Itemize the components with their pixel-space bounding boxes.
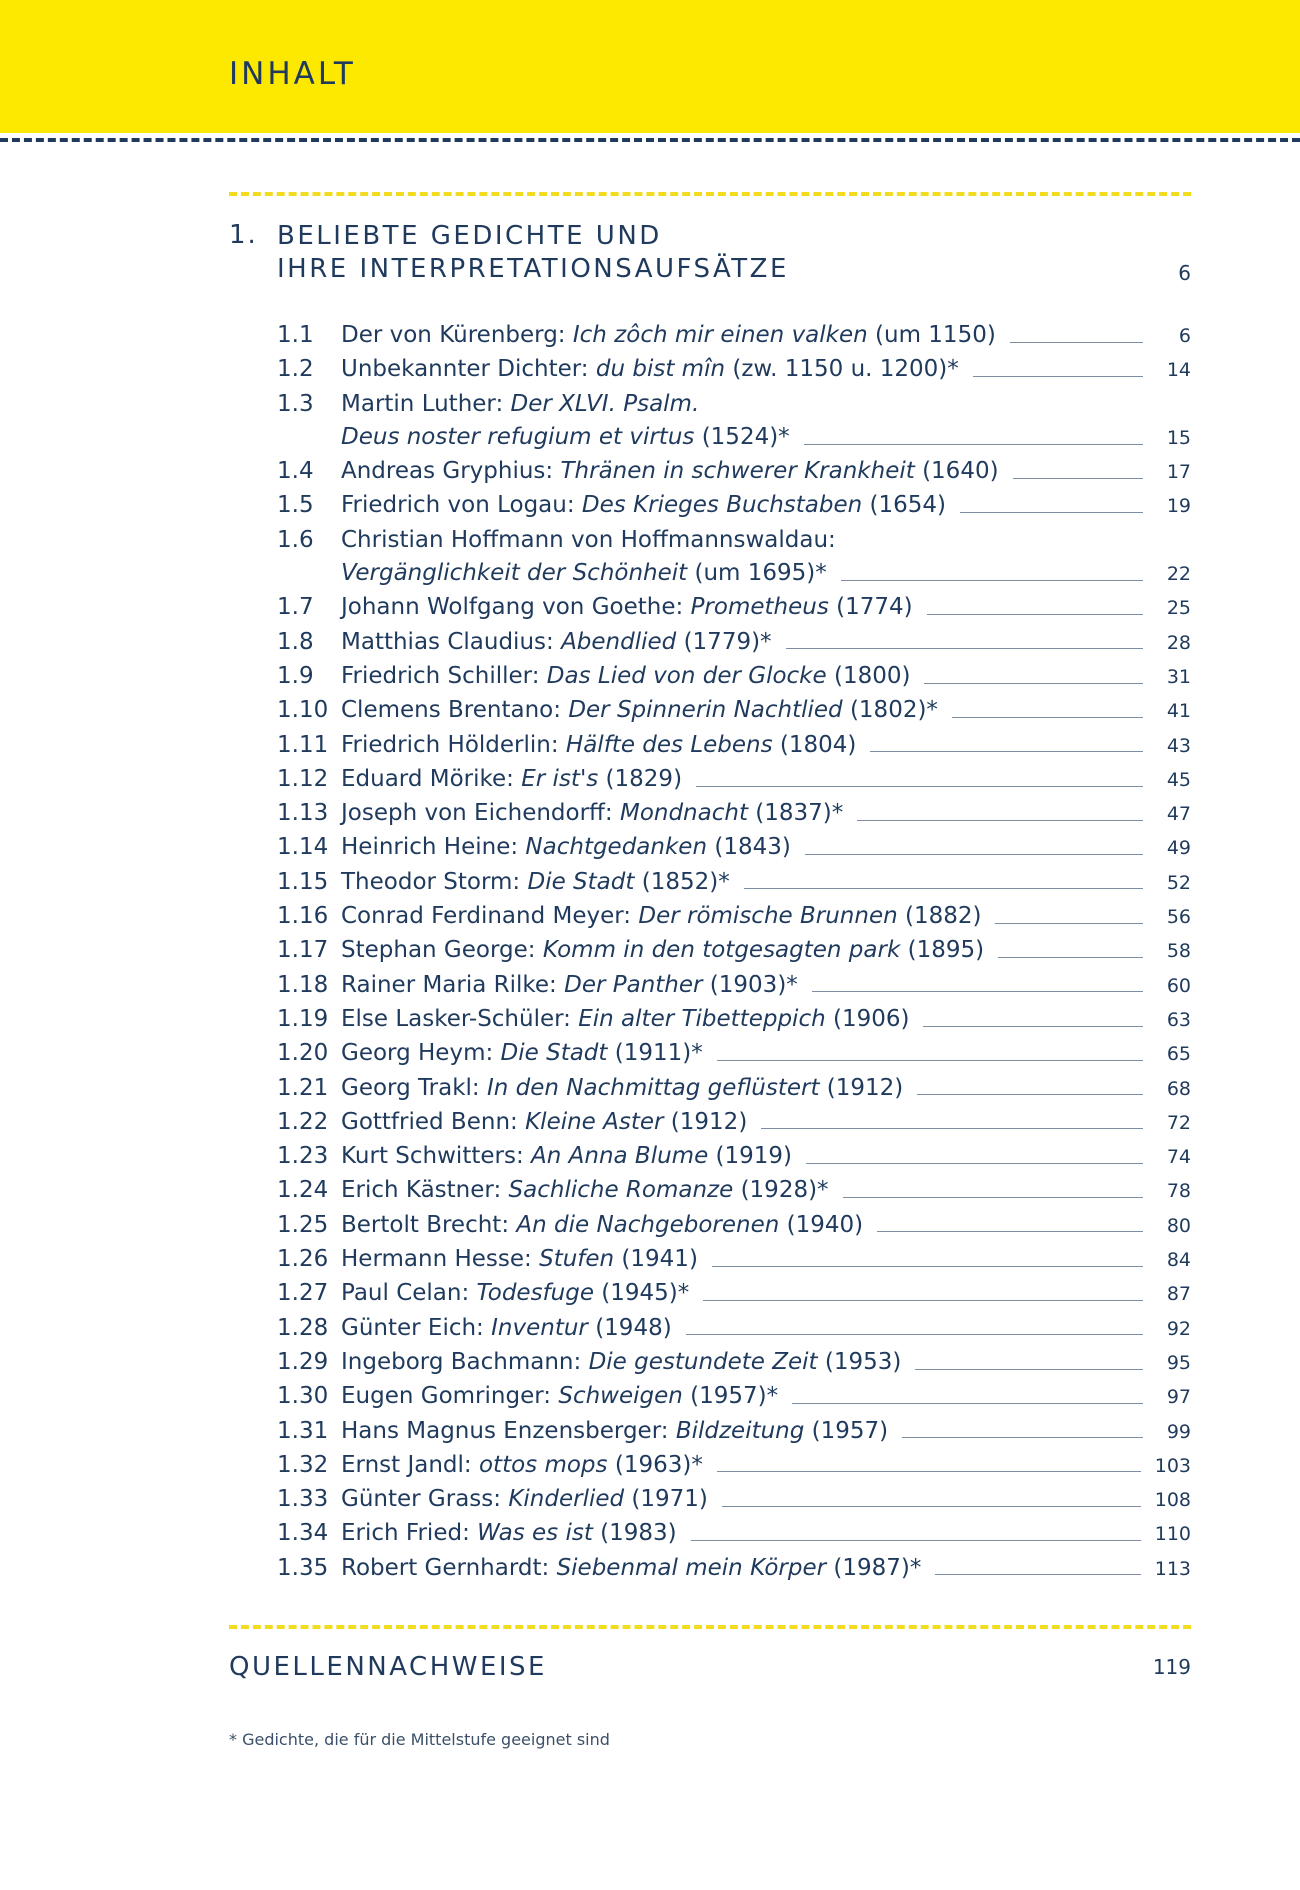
poem-title: Bildzeitung [675,1417,805,1444]
toc-entry-number: 1.8 [277,628,314,655]
toc-page-number: 25 [1166,597,1191,620]
toc-page-number: 52 [1166,871,1191,894]
toc-entry-title [341,1174,829,1207]
toc-text: (1804) [772,731,857,758]
toc-text: (1906) [825,1005,910,1032]
toc-text: (um 1150) [867,322,996,348]
toc-text: (1882) [897,903,982,930]
toc-entry-number: 1.35 [277,1554,329,1581]
dot-leader [744,888,1143,889]
toc-page-number: 58 [1166,940,1191,963]
toc-entry-number: 1.23 [277,1143,329,1170]
toc-text: Friedrich Schiller: [341,662,547,689]
toc-text: (1945)* [593,1280,690,1307]
toc-entry[interactable] [277,900,1191,934]
toc-page-number: 41 [1166,700,1191,723]
dot-leader [924,683,1143,684]
toc-text: (1941) [614,1246,698,1273]
toc-entry[interactable] [277,388,1191,456]
toc-text: Else Lasker-Schüler: [341,1005,579,1032]
toc-entry-number: 1.15 [277,868,329,895]
dot-leader [806,1163,1143,1164]
toc-entry-title [341,524,836,557]
toc-entry-number: 1.19 [277,1005,329,1032]
poem-title: Die Stadt [500,1040,608,1067]
toc-page-number: 97 [1166,1386,1191,1409]
poem-title: Die Stadt [527,868,635,895]
toc-entry[interactable] [277,729,1191,763]
toc-entry-number: 1.17 [277,937,329,964]
toc-entry-number: 1.25 [277,1211,329,1238]
toc-text: Der von Kürenberg: [341,322,573,348]
toc-page-number: 22 [1166,563,1191,586]
toc-entry-title [341,421,790,454]
toc-entry[interactable] [277,319,1191,353]
toc-entry-title [341,729,856,762]
toc-text: Friedrich von Logau: [341,492,582,519]
toc-entry[interactable] [277,1106,1191,1140]
toc-text: Georg Heym: [341,1040,501,1067]
toc-text: (1911)* [607,1040,703,1067]
toc-page-number: 19 [1166,495,1191,518]
dot-leader [917,1094,1143,1095]
toc-entry-title [341,1243,698,1276]
toc-entry[interactable] [277,934,1191,968]
footnote: * Gedichte, die für die Mittelstufe geeignet sind [229,1730,610,1749]
toc-text: Ingeborg Bachmann: [341,1348,589,1375]
poem-title: Die gestundete Zeit [588,1348,818,1375]
poem-title: Deus noster refugium et virtus [341,423,695,450]
toc-page-number: 74 [1166,1146,1191,1169]
toc-entry-number: 1.31 [277,1417,329,1444]
toc-text: (1912) [819,1074,904,1101]
dot-leader [812,991,1143,992]
poem-title: du bist mîn [595,356,726,383]
toc-entry-number: 1.2 [277,356,314,383]
toc-entry[interactable] [277,591,1191,625]
toc-entry[interactable] [277,1037,1191,1071]
poem-title: Kinderlied [508,1486,625,1513]
toc-page-number: 14 [1166,359,1191,382]
poem-title: Kleine Aster [525,1108,664,1135]
section-page-number: 6 [1178,261,1191,285]
toc-text: Gottfried Benn: [341,1108,526,1135]
toc-entry-number: 1.7 [277,594,314,621]
toc-entry[interactable] [277,866,1191,900]
toc-page-number: 84 [1166,1249,1191,1272]
toc-entry-title [341,626,772,659]
toc-entry-number: 1.24 [277,1177,329,1204]
toc-entry-title [341,1037,703,1070]
toc-text: Theodor Storm: [341,868,528,895]
toc-page-number: 56 [1166,906,1191,929]
toc-entry-number: 1.1 [277,322,314,348]
toc-text: (1837)* [747,800,844,827]
quellennachweise-entry[interactable] [229,1652,1191,1682]
section-number: 1. [229,220,258,250]
toc-entry-number: 1.11 [277,731,329,758]
toc-page-number: 110 [1154,1523,1191,1546]
toc-text: (1895) [900,937,985,964]
toc-text: (um 1695)* [687,560,827,587]
toc-text: (1983) [592,1520,677,1547]
dot-leader [804,444,1143,445]
toc-text: (1919) [708,1143,793,1170]
toc-entry-title [341,1106,747,1139]
toc-entry[interactable] [277,1140,1191,1174]
toc-page-number: 113 [1154,1557,1191,1580]
poem-title: Komm in den totgesagten park [542,937,901,964]
poem-title: Thränen in schwerer Krankheit [560,458,915,485]
toc-page-number: 68 [1166,1077,1191,1100]
dot-leader [915,1369,1143,1370]
toc-entry-title [341,831,791,864]
section-title-line: IHRE INTERPRETATIONSAUFSÄTZE [277,254,789,284]
toc-entry-title [341,1209,863,1242]
toc-entry[interactable] [277,353,1191,387]
toc-entry-number: 1.28 [277,1314,329,1341]
toc-page-number: 15 [1166,426,1191,449]
toc-entry-title [341,763,682,796]
toc-entry-number: 1.6 [277,526,314,553]
toc-entry[interactable] [277,1483,1191,1517]
toc-entry-title [341,455,999,488]
poem-title: Mondnacht [619,800,748,827]
header-dashed-divider [0,138,1300,142]
toc-entry[interactable] [277,797,1191,831]
toc-entry-title [341,591,913,624]
toc-page-number: 6 [1178,325,1191,347]
dot-leader [1010,342,1143,343]
toc-text: Ernst Jandl: [341,1451,479,1478]
toc-entry[interactable] [277,524,1191,592]
toc-entry[interactable] [277,1072,1191,1106]
toc-entry[interactable] [277,1174,1191,1208]
toc-text: Friedrich Hölderlin: [341,731,566,758]
toc-text: Clemens Brentano: [341,697,569,724]
toc-entry-number: 1.20 [277,1040,329,1067]
toc-text: (1654) [862,492,946,519]
toc-entry-number: 1.27 [277,1280,329,1307]
toc-text: Kurt Schwitters: [341,1143,532,1170]
toc-entry-title [341,1380,778,1413]
toc-text: Erich Kästner: [341,1177,509,1204]
toc-entry[interactable] [277,694,1191,728]
toc-text: Hans Magnus Enzensberger: [341,1417,676,1444]
toc-text: (1912) [663,1108,748,1135]
toc-text: Hermann Hesse: [341,1246,540,1273]
section-title-line: BELIEBTE GEDICHTE UND [277,221,662,251]
toc-text: (1524)* [694,423,790,450]
toc-page-number: 65 [1166,1043,1191,1066]
toc-entry-number: 1.30 [277,1383,329,1410]
toc-page-number: 95 [1166,1351,1191,1374]
toc-text: Christian Hoffmann von Hoffmannswaldau: [341,526,836,553]
toc-entry-number: 1.22 [277,1108,329,1135]
section-title [277,220,789,286]
dot-leader [717,1060,1143,1061]
toc-entry-number: 1.4 [277,458,314,485]
toc-entry[interactable] [277,1312,1191,1346]
toc-entry-title [341,1517,677,1550]
toc-page-number: 49 [1166,837,1191,860]
toc-text: (1948) [587,1314,672,1341]
poem-title: Der Panther [564,971,703,998]
toc-text: Erich Fried: [341,1520,478,1547]
toc-entry-title [341,1312,672,1345]
toc-entry[interactable] [277,1243,1191,1277]
toc-text: (1957)* [682,1383,779,1410]
toc-page-number: 45 [1166,768,1191,791]
toc-text: (zw. 1150 u. 1200)* [725,356,959,383]
toc-text: (1928)* [733,1177,829,1204]
poem-title: Vergänglichkeit der Schönheit [341,560,688,587]
toc-page-number: 43 [1166,734,1191,757]
dot-leader [927,614,1143,615]
toc-page-number: 31 [1166,665,1191,688]
dot-leader [998,957,1143,958]
dot-leader [686,1334,1143,1335]
toc-text: (1940) [779,1211,864,1238]
toc-entry-title [341,1003,909,1036]
toc-entry[interactable] [277,1449,1191,1483]
poem-title: Er ist's [521,765,599,792]
poem-title: Abendlied [561,628,677,655]
poem-title: Der Spinnerin Nachtlied [568,697,843,724]
toc-entry[interactable] [277,831,1191,865]
toc-page-number: 99 [1166,1420,1191,1443]
toc-text: (1779)* [676,628,772,655]
toc-entry-title [341,694,938,727]
toc-entry[interactable] [277,626,1191,660]
toc-entry-number: 1.14 [277,834,329,861]
toc-text: (1957) [804,1417,889,1444]
quellen-page-number: 119 [1152,1655,1191,1679]
dot-leader [761,1128,1143,1129]
toc-entry[interactable] [277,1003,1191,1037]
dot-leader [1013,478,1143,479]
toc-text: (1800) [826,662,911,689]
toc-entry-title [341,353,959,386]
toc-text: (1971) [624,1486,708,1513]
poem-title: Sachliche Romanze [508,1177,734,1204]
toc-entry-title [341,866,730,899]
dot-leader [960,512,1143,513]
poem-title: Der römische Brunnen [638,903,898,930]
dot-leader [923,1026,1143,1027]
dot-leader [792,1403,1143,1404]
poem-title: An Anna Blume [531,1143,709,1170]
toc-text: Unbekannter Dichter: [341,356,596,383]
toc-page-number: 108 [1154,1489,1191,1512]
toc-entry[interactable] [277,1517,1191,1551]
toc-text: (1987)* [826,1554,922,1581]
toc-text: Bertolt Brecht: [341,1211,517,1238]
poem-title: Das Lied von der Glocke [546,662,827,689]
toc-text: Stephan George: [341,937,543,964]
poem-title: Hälfte des Lebens [565,731,773,758]
dot-leader [722,1506,1141,1507]
poem-title: Ich zôch mir einen valken [572,322,868,348]
toc-entry-number: 1.18 [277,971,329,998]
toc-page-number: 80 [1166,1214,1191,1237]
toc-page-number: 87 [1166,1283,1191,1306]
toc-entry-title [341,1552,921,1585]
toc-text: Eugen Gomringer: [341,1383,559,1410]
toc-entry-title [341,1483,708,1516]
toc-entry[interactable] [277,1552,1191,1586]
toc-text: Matthias Claudius: [341,628,562,655]
section-top-divider [229,192,1191,196]
toc-entry-number: 1.33 [277,1486,329,1513]
toc-text: Heinrich Heine: [341,834,526,861]
toc-entry-number: 1.21 [277,1074,329,1101]
toc-entry[interactable] [277,489,1191,523]
toc-text: (1774) [828,594,913,621]
dot-leader [696,786,1143,787]
toc-text: Joseph von Eichendorff: [341,800,620,827]
toc-entry-title [341,797,843,830]
toc-entry[interactable] [277,1277,1191,1311]
toc-entry-title [341,1346,901,1379]
toc-text: Andreas Gryphius: [341,458,561,485]
toc-entry-number: 1.34 [277,1520,329,1547]
toc-entry[interactable] [277,1380,1191,1414]
toc-entry-number: 1.3 [277,390,314,417]
toc-entry-number: 1.12 [277,765,329,792]
dot-leader [857,820,1143,821]
toc-text: Paul Celan: [341,1280,477,1307]
dot-leader [877,1231,1143,1232]
table-of-contents [277,319,1191,1586]
toc-page-number: 78 [1166,1180,1191,1203]
toc-entry-title [341,1415,888,1448]
toc-entry-number: 1.32 [277,1451,329,1478]
toc-entry-number: 1.13 [277,800,329,827]
toc-text: (1903)* [702,971,798,998]
toc-text: Günter Eich: [341,1314,492,1341]
toc-entry-title [341,1277,689,1310]
toc-entry-number: 1.26 [277,1246,329,1273]
dot-leader [717,1471,1141,1472]
dot-leader [995,923,1143,924]
toc-entry[interactable] [277,969,1191,1003]
dot-leader [870,751,1143,752]
poem-title: Prometheus [690,594,829,621]
poem-title: Was es ist [477,1520,593,1547]
toc-page-number: 63 [1166,1008,1191,1031]
toc-text: Conrad Ferdinand Meyer: [341,903,639,930]
poem-title: Schweigen [558,1383,683,1410]
page-title: INHALT [229,56,356,92]
toc-text: Rainer Maria Rilke: [341,971,565,998]
toc-entry-number: 1.5 [277,492,314,519]
toc-page-number: 47 [1166,803,1191,826]
dot-leader [973,376,1143,377]
poem-title: An die Nachgeborenen [516,1211,780,1238]
dot-leader [712,1266,1143,1267]
poem-title: In den Nachmittag geflüstert [487,1074,820,1101]
dot-leader [786,648,1143,649]
dot-leader [841,580,1143,581]
toc-entry[interactable] [277,455,1191,489]
dot-leader [935,1574,1140,1575]
quellen-title: QUELLENNACHWEISE [229,1652,547,1682]
toc-entry-title [341,934,984,967]
dot-leader [691,1540,1141,1541]
toc-text: (1963)* [607,1451,703,1478]
toc-entry-title [341,489,946,522]
toc-page-number: 72 [1166,1111,1191,1134]
poem-title: Nachtgedanken [525,834,708,861]
toc-entry[interactable] [277,1209,1191,1243]
toc-text: Robert Gernhardt: [341,1554,557,1581]
dot-leader [805,854,1143,855]
toc-page-number: 28 [1166,631,1191,654]
toc-page-number: 17 [1166,461,1191,484]
toc-entry-title [341,1449,703,1482]
poem-title: Des Krieges Buchstaben [581,492,863,519]
poem-title: Todesfuge [476,1280,594,1307]
poem-title: Stufen [539,1246,615,1273]
toc-text: Eduard Mörike: [341,765,522,792]
dot-leader [952,717,1143,718]
toc-entry[interactable] [277,1346,1191,1380]
header-bar [0,0,1300,133]
toc-entry-number: 1.10 [277,697,329,724]
toc-entry-number: 1.9 [277,662,314,689]
toc-text: Georg Trakl: [341,1074,487,1101]
toc-text: (1953) [817,1348,902,1375]
dot-leader [703,1300,1143,1301]
toc-text: Günter Grass: [341,1486,509,1513]
toc-page-number: 60 [1166,974,1191,997]
toc-text: Johann Wolfgang von Goethe: [341,594,691,621]
toc-entry-number: 1.16 [277,903,329,930]
toc-entry-title [341,1072,903,1105]
toc-entry-title [341,1140,792,1173]
poem-title: Inventur [491,1314,588,1341]
toc-text: (1829) [598,765,683,792]
toc-text: (1852)* [634,868,730,895]
toc-entry[interactable] [277,660,1191,694]
toc-entry-title [341,900,981,933]
toc-entry-title [341,969,798,1002]
poem-title: Ein alter Tibetteppich [578,1005,826,1032]
toc-entry-title [341,557,827,590]
toc-text: Martin Luther: [341,390,511,417]
toc-text: (1843) [707,834,791,861]
poem-title: Siebenmal mein Körper [556,1554,827,1581]
toc-entry-title [341,660,910,693]
quellen-divider [229,1625,1191,1629]
toc-entry[interactable] [277,1415,1191,1449]
toc-text: (1802)* [842,697,938,724]
toc-page-number: 92 [1166,1317,1191,1340]
toc-text: (1640) [914,458,999,485]
poem-title: ottos mops [478,1451,608,1478]
poem-title: Der XLVI. Psalm. [510,390,700,417]
toc-page-number: 103 [1154,1454,1191,1477]
toc-entry-title [341,388,699,421]
toc-entry-number: 1.29 [277,1348,329,1375]
dot-leader [843,1197,1143,1198]
toc-entry[interactable] [277,763,1191,797]
dot-leader [902,1437,1143,1438]
toc-entry-title [341,319,996,352]
